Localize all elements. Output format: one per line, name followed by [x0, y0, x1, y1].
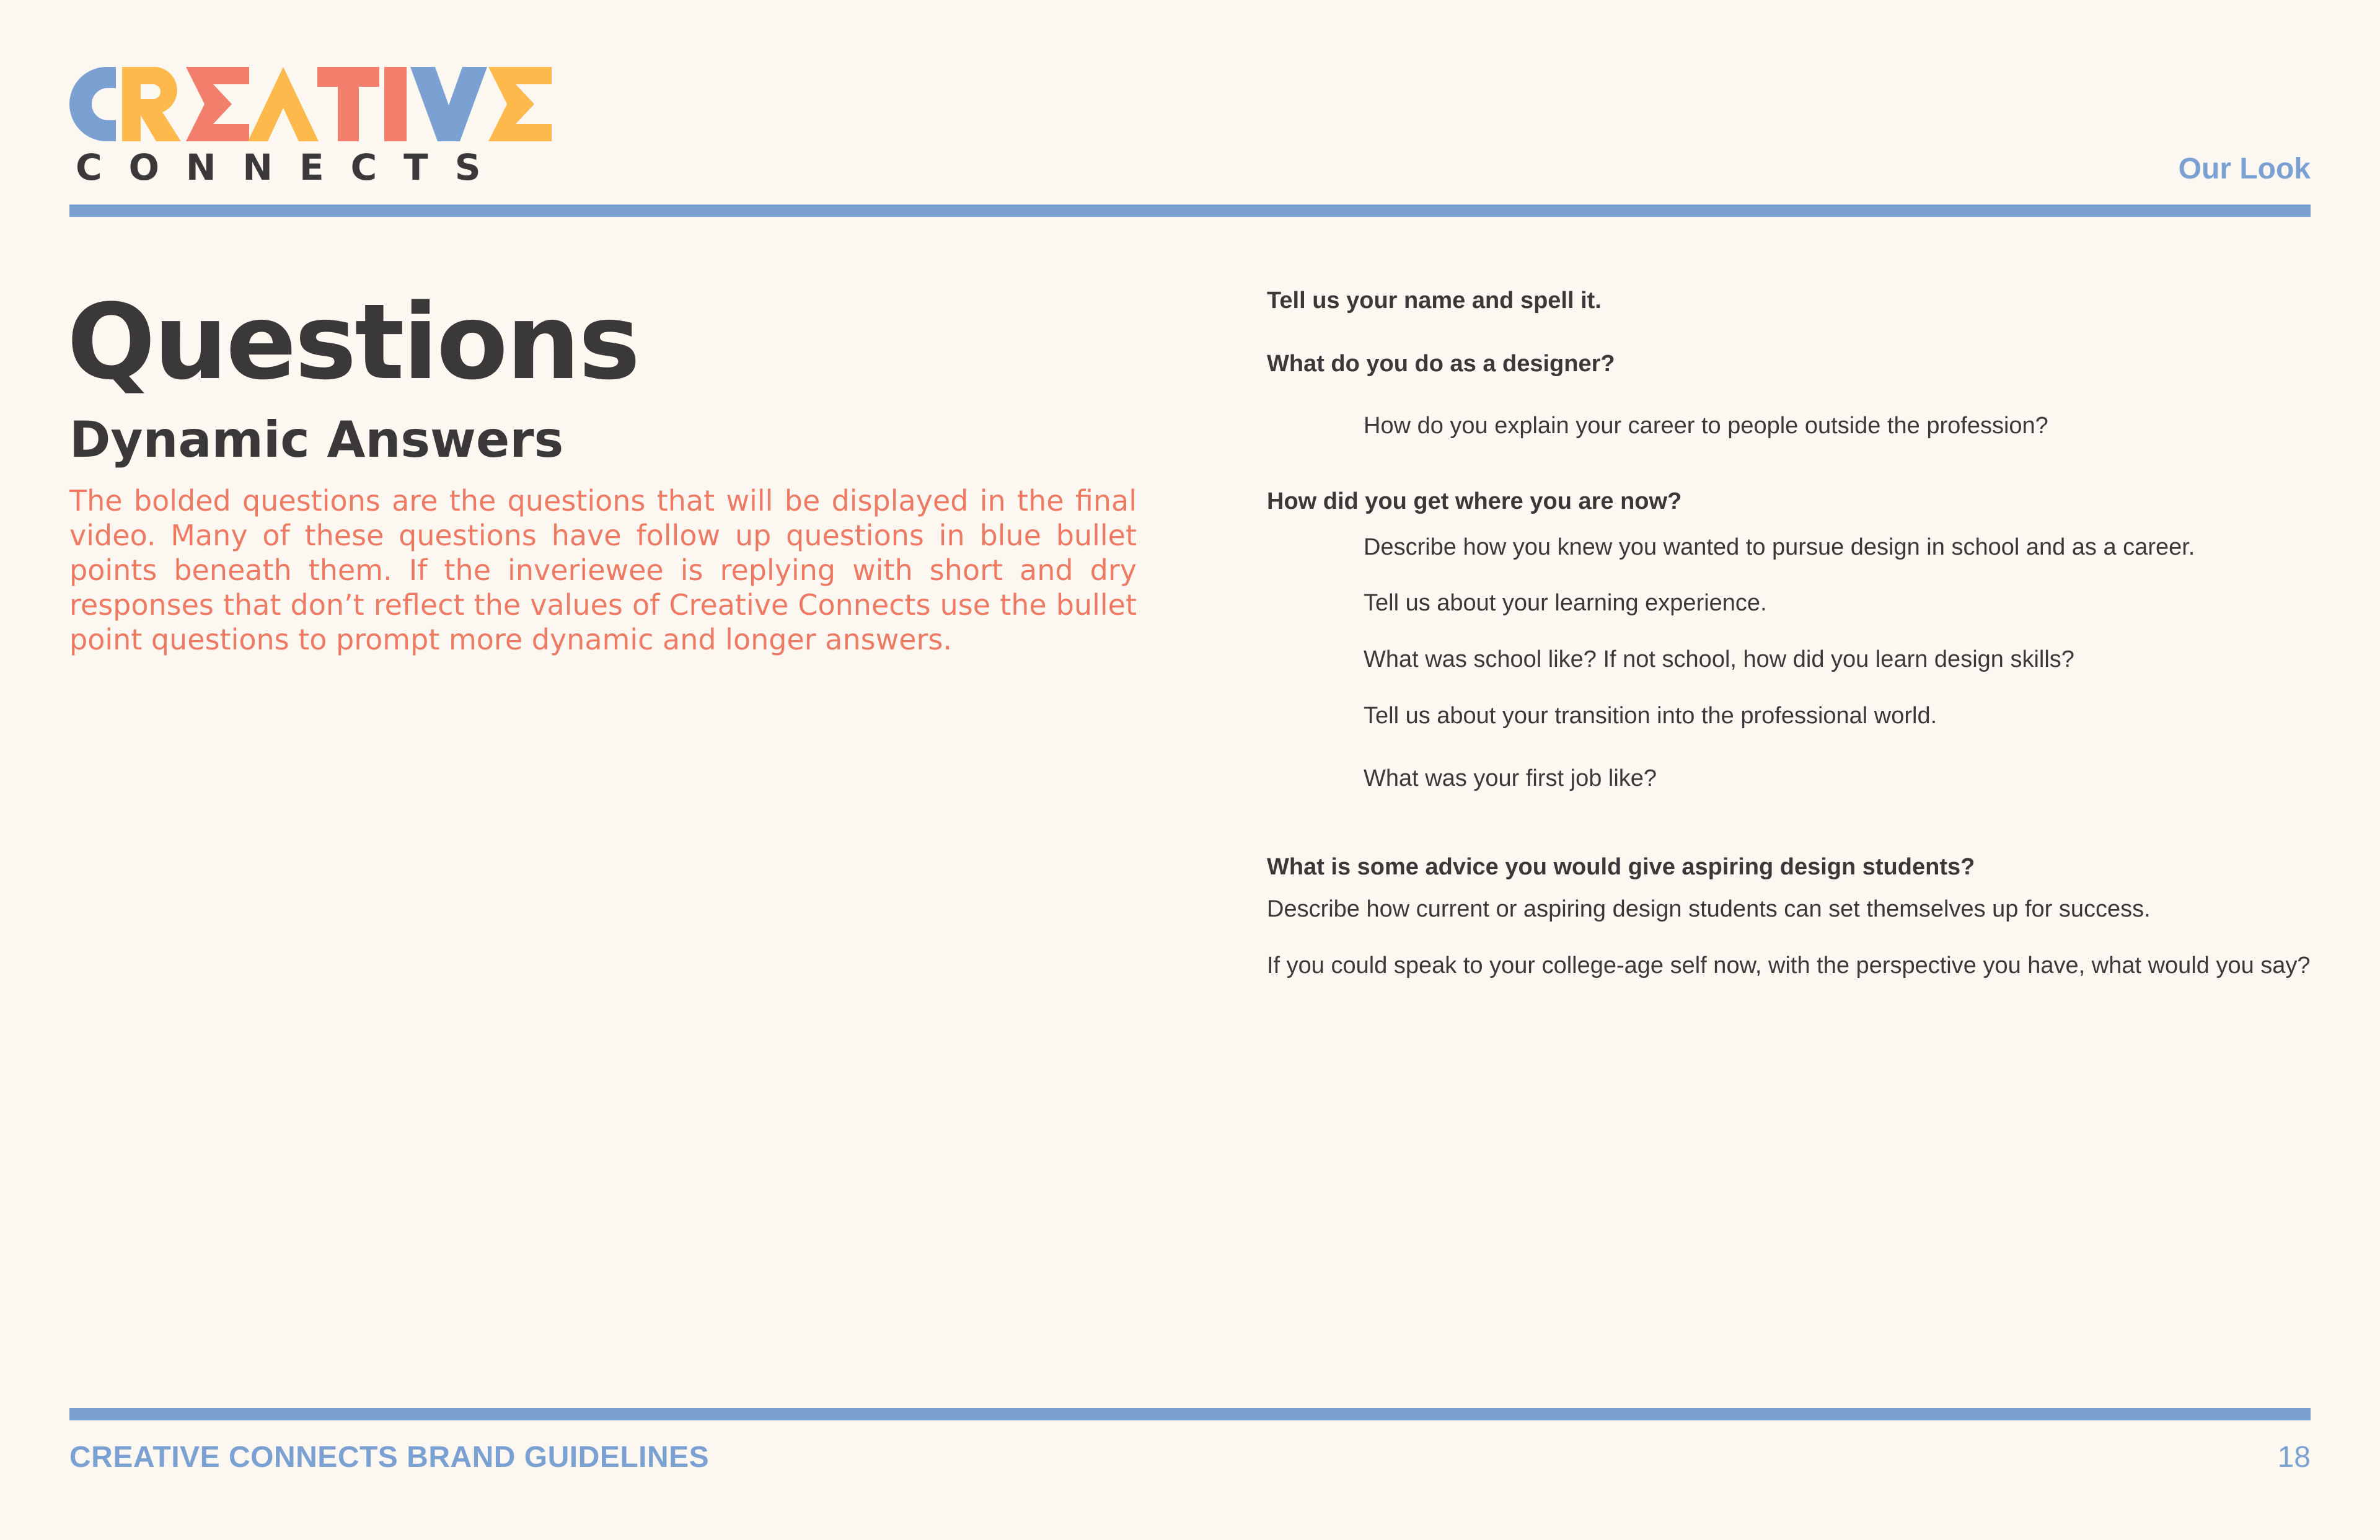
- question-designer-role: What do you do as a designer?: [1267, 351, 1615, 377]
- follow-up-transition: Tell us about your transition into the professional world.: [1364, 703, 1937, 729]
- page-number: 18: [2277, 1441, 2311, 1474]
- follow-up-success: Describe how current or aspiring design students can set themselves up for success.: [1267, 896, 2151, 922]
- follow-up-pursue-design: Describe how you knew you wanted to pursue design in school and as a career.: [1364, 534, 2195, 560]
- follow-up-learning-experience: Tell us about your learning experience.: [1364, 590, 1767, 616]
- page-title: Questions: [67, 281, 639, 403]
- question-advice: What is some advice you would give aspiring design students?: [1267, 854, 1975, 880]
- page-subtitle: Dynamic Answers: [69, 411, 564, 469]
- question-path: How did you get where you are now?: [1267, 488, 1682, 514]
- follow-up-first-job: What was your first job like?: [1364, 765, 1657, 791]
- footer-divider: [69, 1408, 2311, 1420]
- follow-up-college-self: If you could speak to your college-age self now, with the perspective you have, what would you say?: [1267, 953, 2311, 979]
- logo-subtitle: CONNECTS: [76, 146, 508, 188]
- creative-connects-logo: [69, 67, 553, 191]
- logo-wordmark: [69, 67, 553, 141]
- section-label: Our Look: [2178, 152, 2311, 185]
- footer-title: CREATIVE CONNECTS BRAND GUIDELINES: [69, 1441, 710, 1474]
- follow-up-school: What was school like? If not school, how did you learn design skills?: [1364, 646, 2074, 672]
- intro-paragraph: The bolded questions are the questions that will be displayed in the final video. Many of these questions have follow up questions in blue bullet points beneath them. If the inveriewee is replying with short and dry responses that don’t reflect the values of Creative Connects use the bullet point questions to prompt more dynamic and longer answers.: [69, 484, 1137, 656]
- follow-up-explain-career: How do you explain your career to people outside the profession?: [1364, 413, 2048, 439]
- question-name: Tell us your name and spell it.: [1267, 288, 1602, 314]
- header-divider: [69, 205, 2311, 217]
